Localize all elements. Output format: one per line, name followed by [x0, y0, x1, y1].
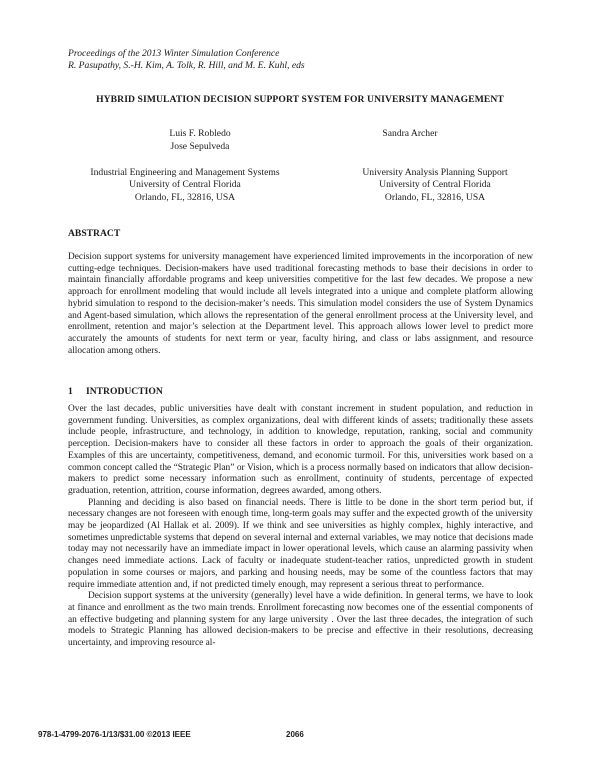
author-name: Sandra Archer	[382, 128, 438, 139]
abstract-heading: ABSTRACT	[68, 228, 121, 239]
proceedings-editors: R. Pasupathy, S.-H. Kim, A. Tolk, R. Hill, and M. E. Kuhl, eds	[68, 60, 305, 71]
affiliation-line: Industrial Engineering and Management Systems	[90, 167, 280, 178]
section-number: 1	[68, 386, 73, 397]
section-heading-introduction	[68, 386, 163, 397]
proceedings-title: Proceedings of the 2013 Winter Simulation Conference	[68, 48, 280, 59]
affiliation-line: Orlando, FL, 32816, USA	[384, 191, 486, 203]
author-name: Jose Sepulveda	[170, 141, 230, 152]
footer-isbn: 978-1-4799-2076-1/13/$31.00 ©2013 IEEE	[38, 730, 191, 739]
affiliation-line: University of Central Florida	[379, 179, 491, 191]
authors-right	[350, 127, 470, 140]
paragraph: Planning and deciding is also based on financial needs. There is little to be done in the short term period but, if necessary changes are not foreseen with enough time, long-term goals may suffer and the expected growth of the university may be jeopardized (Al Hallak et al. 2009). If we think and see universities as highly complex, highly interactive, and sometimes unpredictable systems that depend on several internal and external variables, we may notice that decisions made today may not necessarily have an immediate impact in lower operational levels, which cause an alarming passivity when changes need immediate actions. Lack of faculty or inadequate student-teacher ratios, unpredicted growth in student population in some courses or majors, and parking and housing needs, may be some of the countless factors that may require immediate attention and, if not predicted timely enough, may represent a serious threat to performance.	[68, 497, 533, 590]
author-name: Luis F. Robledo	[169, 128, 231, 139]
introduction-body	[68, 404, 533, 650]
paper-title: HYBRID SIMULATION DECISION SUPPORT SYSTEM FOR UNIVERSITY MANAGEMENT	[96, 94, 504, 105]
page-number: 2066	[286, 730, 304, 739]
affiliation-line: University Analysis Planning Support	[362, 167, 508, 178]
affiliation-left	[70, 167, 300, 204]
affiliation-right	[330, 167, 540, 204]
paragraph: Over the last decades, public universities have dealt with constant increment in student population, and reduction in government funding. Universities, as complex organizations, deal with different kinds of assets; traditionally these assets include people, infrastructure, and technology, in addition to knowledge, reputation, ranking, social and community perception. Decision-makers have to consider all these factors in order to approach the goals of their organization. Examples of this are uncertainty, competitiveness, demand, and economic turmoil. For this, universities work based on a common concept called the “Strategic Plan” or Vision, which is a process normally based on indicators that allow decision-makers to predict some necessary information such as enrollment, continuity of students, percentage of expected graduation, retention, attrition, course information, degrees awarded, among others.	[68, 404, 533, 496]
abstract-text: Decision support systems for university management have experienced limited improvements in the incorporation of new cutting-edge techniques. Decision-makers have used traditional forecasting methods to base their decisions in order to maintain financially affordable programs and keep universities competitive for the last few decades. We propose a new approach for enrollment modeling that would include all levels integrated into a unique and complete platform allowing hybrid simulation to respond to the decision-maker’s needs. This simulation model considers the use of System Dynamics and Agent-based simulation, which allows the representation of the general enrollment process at the University level, and enrollment, retention and major’s selection at the Department level. This approach allows lower level to predict more accurately the amounts of students for next term or year, faculty hiring, and class or labs assignment, and resource allocation among others.	[68, 252, 533, 356]
proceedings-header	[68, 48, 538, 72]
affiliation-line: University of Central Florida	[129, 179, 241, 191]
paragraph: Decision support systems at the university (generally) level have a wide definition. In general terms, we have to look at finance and enrollment as the two main trends. Enrollment forecasting now becomes one of the essential components of an effective budgeting and planning system for any large university . Over the last three decades, the integration of such models to Strategic Planning has allowed decision-makers to be precise and effective in their resolutions, decreasing uncertainty, and improving resource al-	[68, 591, 533, 649]
section-title: INTRODUCTION	[86, 386, 163, 397]
abstract-body	[68, 252, 533, 357]
authors-left	[150, 127, 250, 153]
affiliation-line: Orlando, FL, 32816, USA	[134, 191, 236, 203]
